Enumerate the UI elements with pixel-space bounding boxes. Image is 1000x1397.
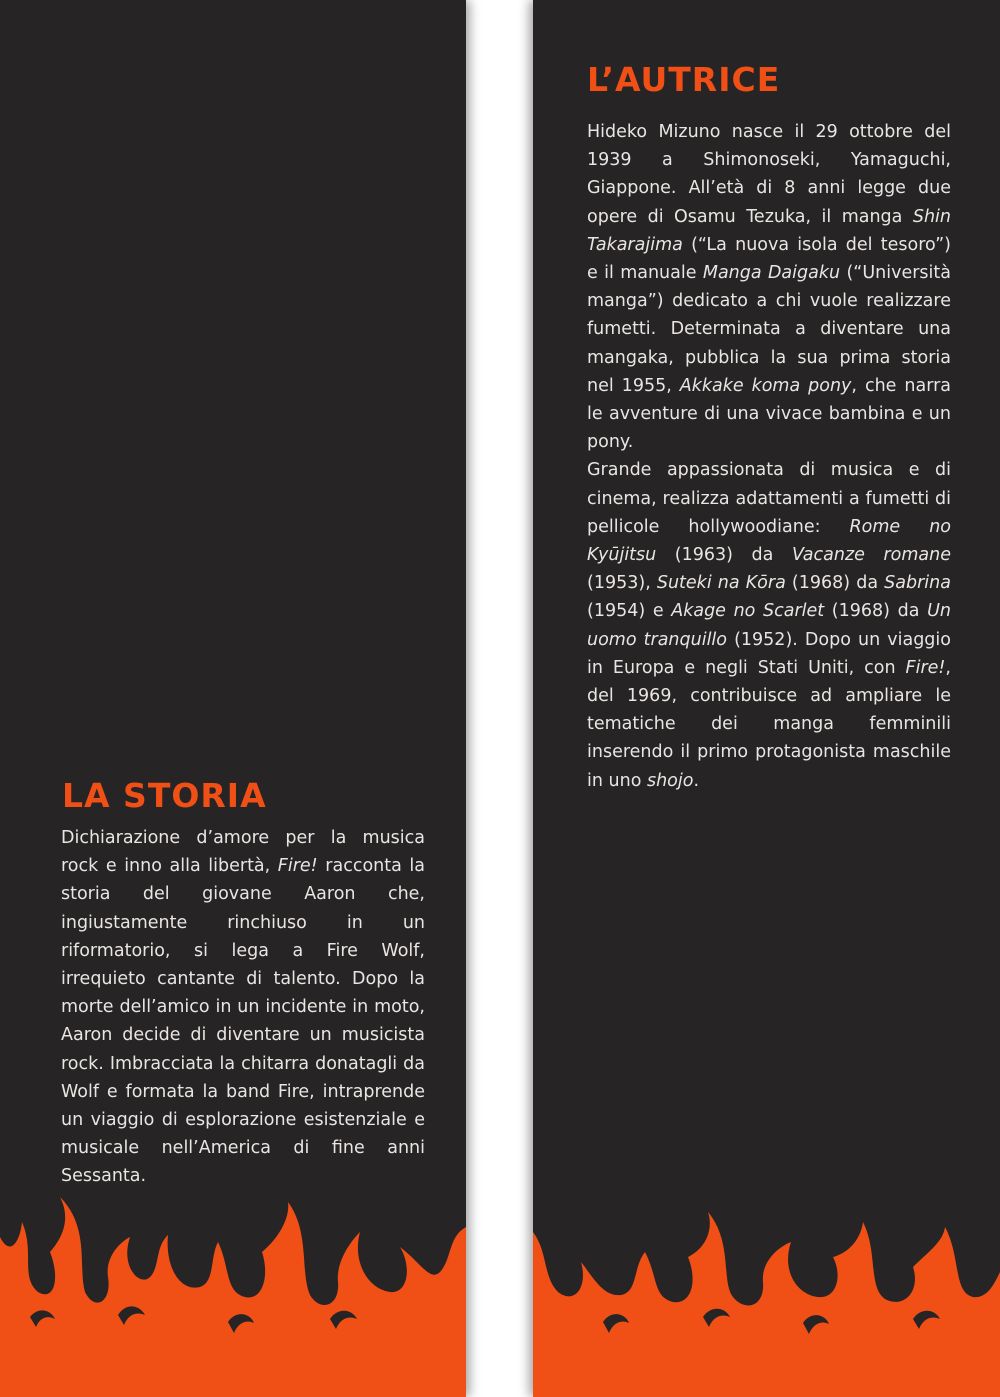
italic-title: Rome no Kyūjitsu — [587, 516, 951, 566]
paragraph — [587, 118, 951, 456]
left-panel — [0, 0, 466, 1397]
text-run: (“La nuova isola del tesoro”) e il manuale — [587, 234, 951, 284]
story-heading: LA STORIA — [62, 776, 267, 815]
paragraph — [61, 824, 425, 1191]
italic-title: Fire! — [277, 856, 318, 877]
story-text — [61, 824, 425, 1191]
text-run: (1968) da — [824, 601, 928, 622]
italic-title: shojo — [646, 770, 694, 791]
text-run: Dichiarazione d’amore per la musica rock e inno alla libertà, — [61, 828, 425, 877]
text-run: , del 1969, contribuisce ad ampliare le tematiche dei manga femminili inserendo il primo protagonista maschile in uno — [587, 657, 951, 791]
right-panel — [533, 0, 1000, 1397]
italic-title: Un uomo tranquillo — [587, 601, 951, 650]
text-run: . — [693, 770, 700, 791]
flames-decoration-right — [533, 1197, 1000, 1397]
text-run: Hideko Mizuno nasce il 29 ottobre del 1939 a Shimonoseki, Yamaguchi, Giappone. All’età di 8 anni legge due opere di Osamu Tezuka, il manga — [587, 122, 951, 227]
text-run: (1953), — [587, 573, 657, 594]
text-run: Grande appassionata di musica e di cinema, realizza adattamenti a fumetti di pellicole hollywoodiane: — [587, 460, 951, 537]
italic-title: Manga Daigaku — [702, 263, 841, 284]
text-run: (1968) da — [785, 573, 885, 594]
italic-title: Sabrina — [884, 573, 951, 594]
author-text — [587, 118, 951, 795]
text-run: (1954) e — [587, 601, 672, 622]
italic-title: Suteki na Kōra — [656, 573, 786, 594]
italic-title: Akage no Scarlet — [671, 601, 825, 622]
italic-title: Fire! — [905, 657, 946, 678]
flames-decoration-left — [0, 1197, 466, 1397]
author-heading: L’AUTRICE — [587, 60, 781, 99]
text-run: (“Università manga”) dedicato a chi vuole realizzare fumetti. Determinata a diventare una mangaka, pubblica la sua prima storia nel 1955, — [587, 263, 951, 396]
text-run: , che narra le avventure di una vivace bambina e un pony. — [587, 375, 952, 453]
text-run: racconta la storia del giovane Aaron che, ingiustamente rinchiuso in un riformatorio, si lega a Fire Wolf, irrequieto cantante di talento. Dopo la morte dell’amico in un incidente in moto, Aaron decide di diventare un musicista rock. Imbracciata la chitarra donatagli da Wolf e formata la band Fire, intraprende un viaggio di esplorazione esistenziale e musicale nell’America di fine anni Sessanta. — [61, 856, 425, 1187]
italic-title: Shin Takarajima — [587, 206, 951, 255]
paragraph — [587, 456, 951, 794]
text-run: (1963) da — [656, 545, 792, 566]
italic-title: Akkake koma pony — [679, 375, 852, 396]
text-run: (1952). Dopo un viaggio in Europa e negli Stati Uniti, con — [587, 629, 951, 678]
italic-title: Vacanze romane — [791, 545, 952, 566]
